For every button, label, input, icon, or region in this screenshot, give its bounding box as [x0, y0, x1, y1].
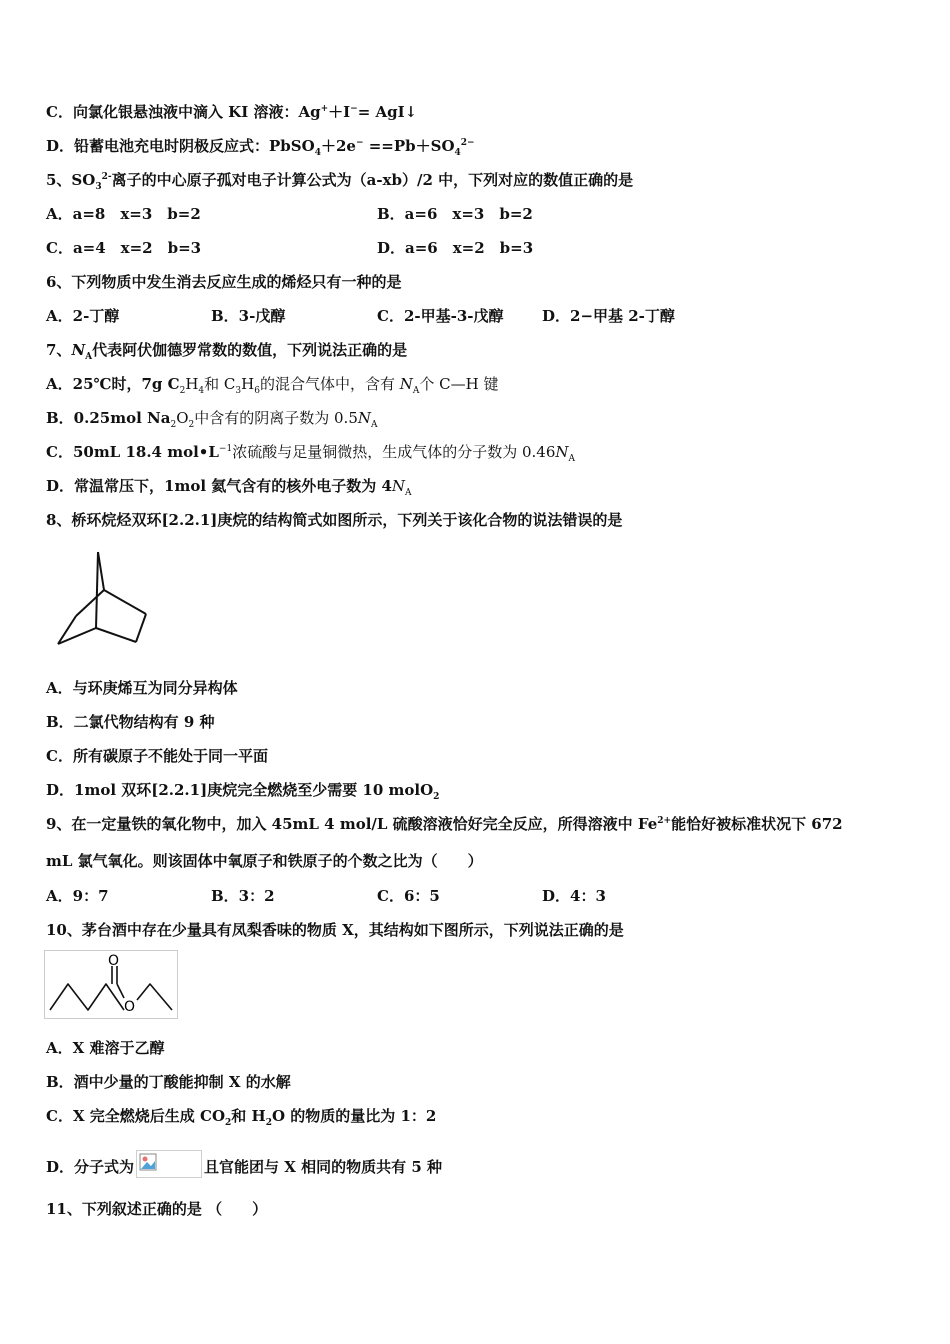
q9-stem-line2: mL 氯气氧化。则该固体中氧原子和铁原子的个数之比为（ ）: [46, 852, 483, 870]
q5-option-c: C．a=4 x=2 b=3: [46, 239, 202, 257]
ester-oxygen-label: O: [124, 999, 136, 1015]
q8-option-d: D．1mol 双环[2.2.1]庚烷完全燃烧至少需要 10 molO$_2$: [46, 781, 440, 802]
q6-option-d: D．2−甲基 2-丁醇: [542, 307, 675, 325]
q4-option-d: D．铅蓄电池充电时阴极反应式：PbSO$_4$＋2e− $==Pb+SO_4^{2-}$: [46, 137, 475, 158]
q5-option-d: D．a=6 x=2 b=3: [377, 239, 534, 257]
q10-option-d: D．分子式为 且官能团与 X 相同的物质共有 5 种: [46, 1150, 442, 1178]
q10-option-a: A．X 难溶于乙醇: [46, 1039, 165, 1057]
q9-option-c: C．6：5: [377, 887, 440, 905]
q9-stem-line1: 9、在一定量铁的氧化物中，加入 45mL 4 mol/L 硫酸溶液恰好完全反应，所得溶液中 $Fe^{2+}$能恰好被标准状况下 672: [46, 815, 843, 833]
q6-option-b: B．3-戊醇: [211, 307, 286, 325]
q7-option-d: D．常温常压下，1mol 氦气含有的核外电子数为 $4N_A$: [46, 477, 412, 498]
bicycloheptane-structure: [52, 546, 152, 650]
q8-stem: 8、桥环烷烃双环[2.2.1]庚烷的结构简式如图所示，下列关于该化合物的说法错误的是: [46, 511, 623, 529]
q5-stem: 5、$SO_3^{2-}$离子的中心原子孤对电子计算公式为（a-xb）/2 中，下列对应的数值正确的是: [46, 171, 634, 192]
q5-option-a: A．a=8 x=3 b=2: [46, 205, 201, 223]
q5-option-b: B．a=6 x=3 b=2: [377, 205, 533, 223]
q6-option-a: A．2-丁醇: [46, 307, 120, 325]
q10-option-b: B．酒中少量的丁酸能抑制 X 的水解: [46, 1073, 291, 1091]
q8-option-c: C．所有碳原子不能处于同一平面: [46, 747, 268, 765]
q7-option-b: B．0.25mol $Na_2O_2$中含有的阴离子数为 $0.5N_A$: [46, 409, 378, 430]
q9-option-a: A．9：7: [46, 887, 109, 905]
q10-option-c: C．X 完全燃烧后生成 $CO_2$和 $H_2O$ 的物质的量比为 1：2: [46, 1107, 437, 1128]
q7-option-a: A．25℃时，7g $C_2H_4$和 $C_3H_6$的混合气体中，含有 $N_A$个 C—H 键: [46, 375, 499, 396]
q7-option-c: C．50mL 18.4 $mol•L^{-1}$浓硫酸与足量铜微热，生成气体的分子数为 $0.46N_A$: [46, 443, 575, 464]
q7-stem: 7、$N_A$代表阿伏伽德罗常数的数值，下列说法正确的是: [46, 341, 408, 362]
broken-image-icon: [136, 1150, 202, 1178]
carbonyl-oxygen-label: O: [108, 953, 120, 969]
q9-option-d: D．4：3: [542, 887, 606, 905]
q4-option-c: C．向氯化银悬浊液中滴入 KI 溶液：Ag+＋I−= AgI↓: [46, 103, 418, 121]
q6-stem: 6、下列物质中发生消去反应生成的烯烃只有一种的是: [46, 273, 402, 291]
q9-option-b: B．3：2: [211, 887, 275, 905]
q6-option-c: C．2-甲基-3-戊醇: [377, 307, 504, 325]
q11-stem: 11、下列叙述正确的是 （ ）: [46, 1200, 268, 1218]
q8-option-b: B．二氯代物结构有 9 种: [46, 713, 215, 731]
q10-stem: 10、茅台酒中存在少量具有凤梨香味的物质 X，其结构如下图所示，下列说法正确的是: [46, 921, 624, 939]
q8-option-a: A．与环庚烯互为同分异构体: [46, 679, 238, 697]
ester-structure: [44, 950, 178, 1020]
